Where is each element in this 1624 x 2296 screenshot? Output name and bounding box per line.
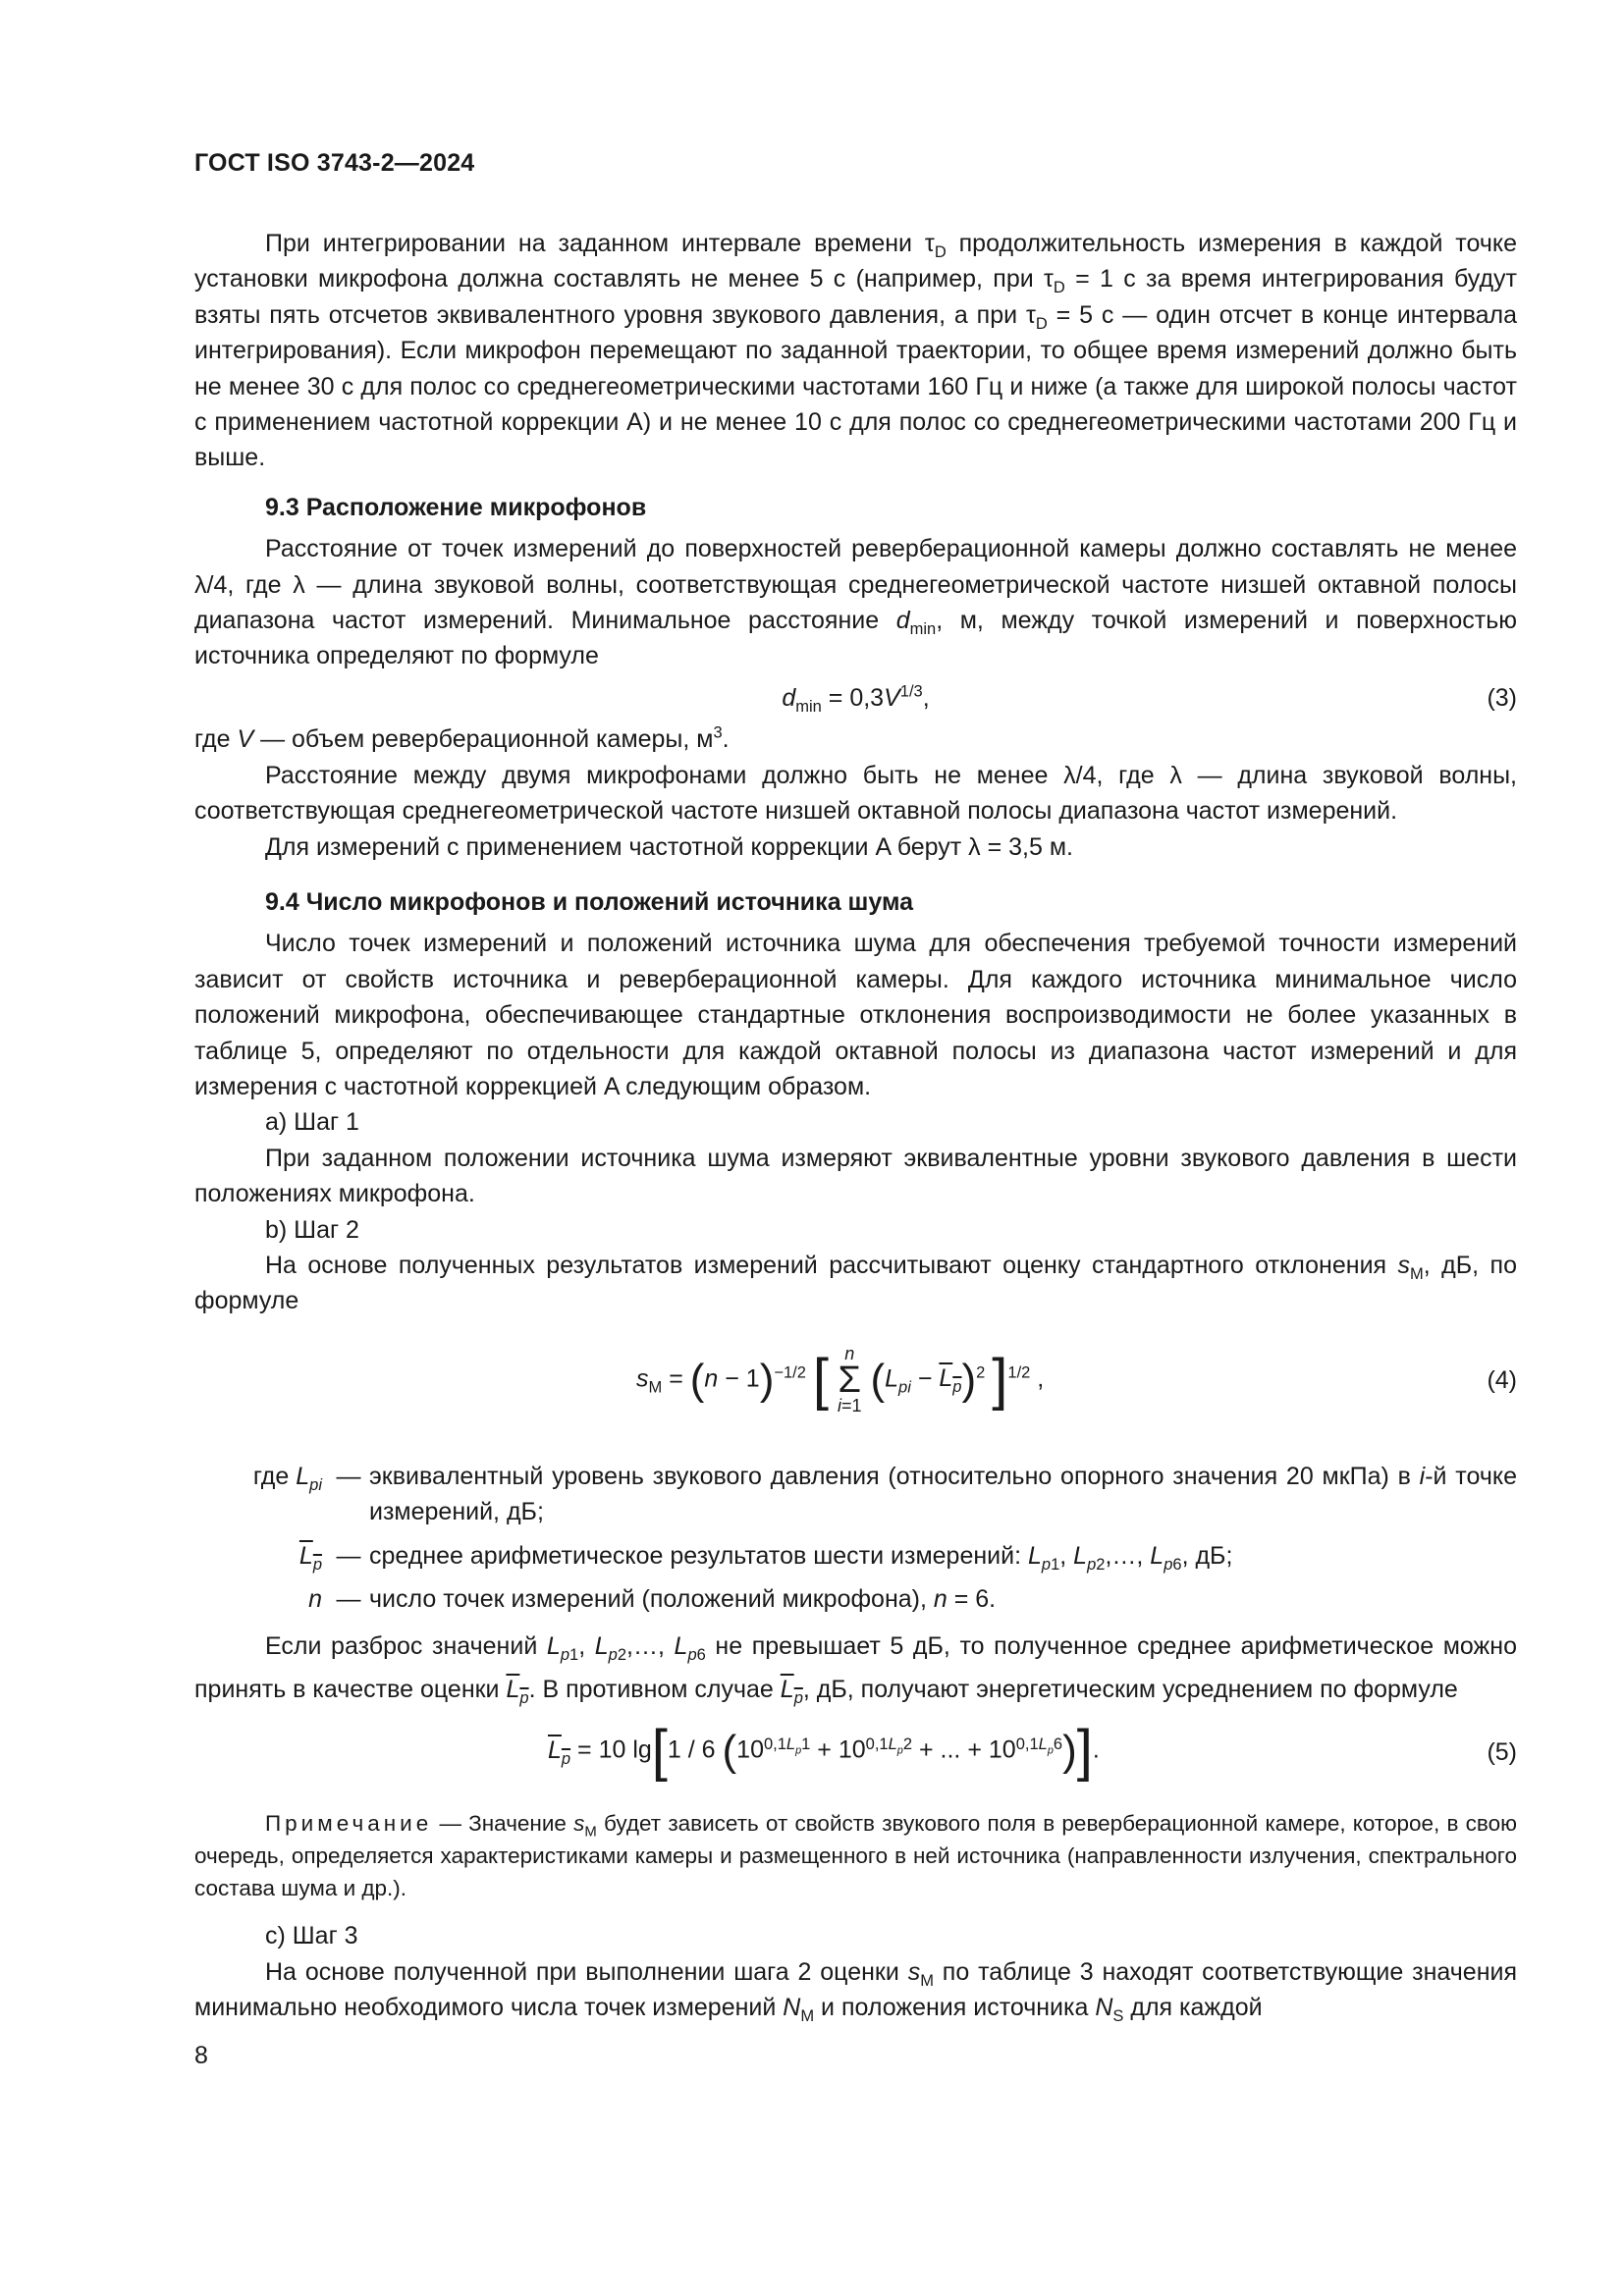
formula-5: $L_p = 10$ lg[1 / 6 ($10^{0,1L_p1} + 10^{0,1L_p2}$ + ... + $10^{0,1L_p6}$)]. (5) xyxy=(548,1719,1517,1784)
formula-5-number: (5) xyxy=(1487,1738,1517,1767)
paragraph-mic-distance: Расстояние между двумя микрофонами должно быть не менее λ/4, где λ — длина звуковой волны, соответствующая среднегеометрической частоте низшей октавной полосы диапазона частот измерений. xyxy=(194,761,1517,826)
formula-4: $s_M = (n - 1)^{-1/2}$ [ n Σ i=1 $(L_{pi} - L_p)^2$ ]$^{1/2}$ , (4) xyxy=(636,1343,1517,1415)
definition-row: n — число точек измерений (положений микрофона), n = 6. xyxy=(308,1585,997,1613)
formula-4-number: (4) xyxy=(1487,1365,1517,1394)
paragraph-spread: Если разброс значений $L_{p1}$, $L_{p2},\dots$, $L_{p6}$ не превышает 5 дБ, то полученное среднее арифметическое можно принять в качестве оценки $L_p$. В противном случае $L_p$, дБ, получают энергетическим усреднением по формуле xyxy=(194,1632,1517,1708)
definitions-list xyxy=(194,1459,1517,1626)
section-9-4-title: 9.4 Число микрофонов и положений источника шума xyxy=(265,887,914,916)
step-c-text: На основе полученной при выполнении шага 2 оценки $s_M$ по таблице 3 находят соответствующие значения минимально необходимого числа точек измерений $N_M$ и положения источника $N_S$ для каждой xyxy=(194,1957,1518,2026)
where-v: где V — объем реверберационной камеры, $м^3$. xyxy=(194,723,730,754)
paragraph-integration: При интегрировании на заданном интервале времени $\tau_D$ продолжительность измерения в каждой точке установки микрофона должна составлять не менее 5 с (например, при $\tau_D = 1$ с за время интегрирования будут взяты пять отсчетов эквивалентного уровня звукового давления, а при $\tau_D = 5$ с — один отсчет в конце интервала интегрирования). Если микрофон перемещают по заданной траектории, то общее время измерений должно быть не менее 30 с для полос со среднегеометрическими частотами 160 Гц и ниже (а также для широкой полосы частот с применением частотной коррекции A) и не менее 10 с для полос со среднегеометрическими частотами 200 Гц и выше. xyxy=(194,230,1517,472)
paragraph-number-points: Число точек измерений и положений источника шума для обеспечения требуемой точности измерений зависит от свойств источника и реверберационной камеры. Для каждого источника минимальное число положений микрофона, обеспечивающее стандартные отклонения воспроизводимости не более указанных в таблице 5, определяют по отдельности для каждой октавной полосы из диапазона частот измерений и для измерения с частотной коррекцией A следующим образом. xyxy=(194,930,1517,1100)
definition-row: где $L_{pi}$ — эквивалентный уровень звукового давления (относительно опорного значения 20 мкПа) в i-й точке измерений, дБ; xyxy=(252,1462,1517,1526)
step-b-label: b) Шаг 2 xyxy=(265,1215,359,1244)
step-b-text: На основе полученных результатов измерений рассчитывают оценку стандартного отклонения $s_M$, дБ, по формуле xyxy=(194,1251,1517,1315)
formula-3: $d_{min} = 0,3V^{1/3}$, (3) xyxy=(194,680,1517,716)
page-number: 8 xyxy=(194,2042,208,2069)
section-9-3-title: 9.3 Расположение микрофонов xyxy=(265,493,647,521)
definition-row: $L_p$ — среднее арифметическое результатов шести измерений: $L_{p1}$, $L_{p2},\dots$, $L_{p6}$, дБ; xyxy=(298,1541,1233,1574)
step-c-label: c) Шаг 3 xyxy=(265,1922,358,1950)
paragraph-distance: Расстояние от точек измерений до поверхностей реверберационной камеры должно составлять не менее λ/4, где λ — длина звуковой волны, соответствующая среднегеометрической частоте низшей октавной полосы диапазона частот измерений. Минимальное расстояние $d_{min}$, м, между точкой измерений и поверхностью источника определяют по формуле xyxy=(194,535,1517,670)
step-a-label: a) Шаг 1 xyxy=(265,1108,359,1137)
formula-3-number: (3) xyxy=(1487,683,1517,712)
step-a-text: При заданном положении источника шума измеряют эквивалентные уровни звукового давления в шести положениях микрофона. xyxy=(194,1144,1517,1208)
page-content xyxy=(194,226,1517,2026)
document-header: ГОСТ ISO 3743-2—2024 xyxy=(194,149,475,177)
note: Примечание — Значение $s_M$ будет зависеть от свойств звукового поля в реверберационной камере, которое, в свою очередь, определяется характеристиками камеры и размещенного в ней источника (направленности излучения, спектрального состава шума и др.). xyxy=(194,1811,1517,1901)
paragraph-lambda: Для измерений с применением частотной коррекции A берут λ = 3,5 м. xyxy=(265,832,1073,861)
